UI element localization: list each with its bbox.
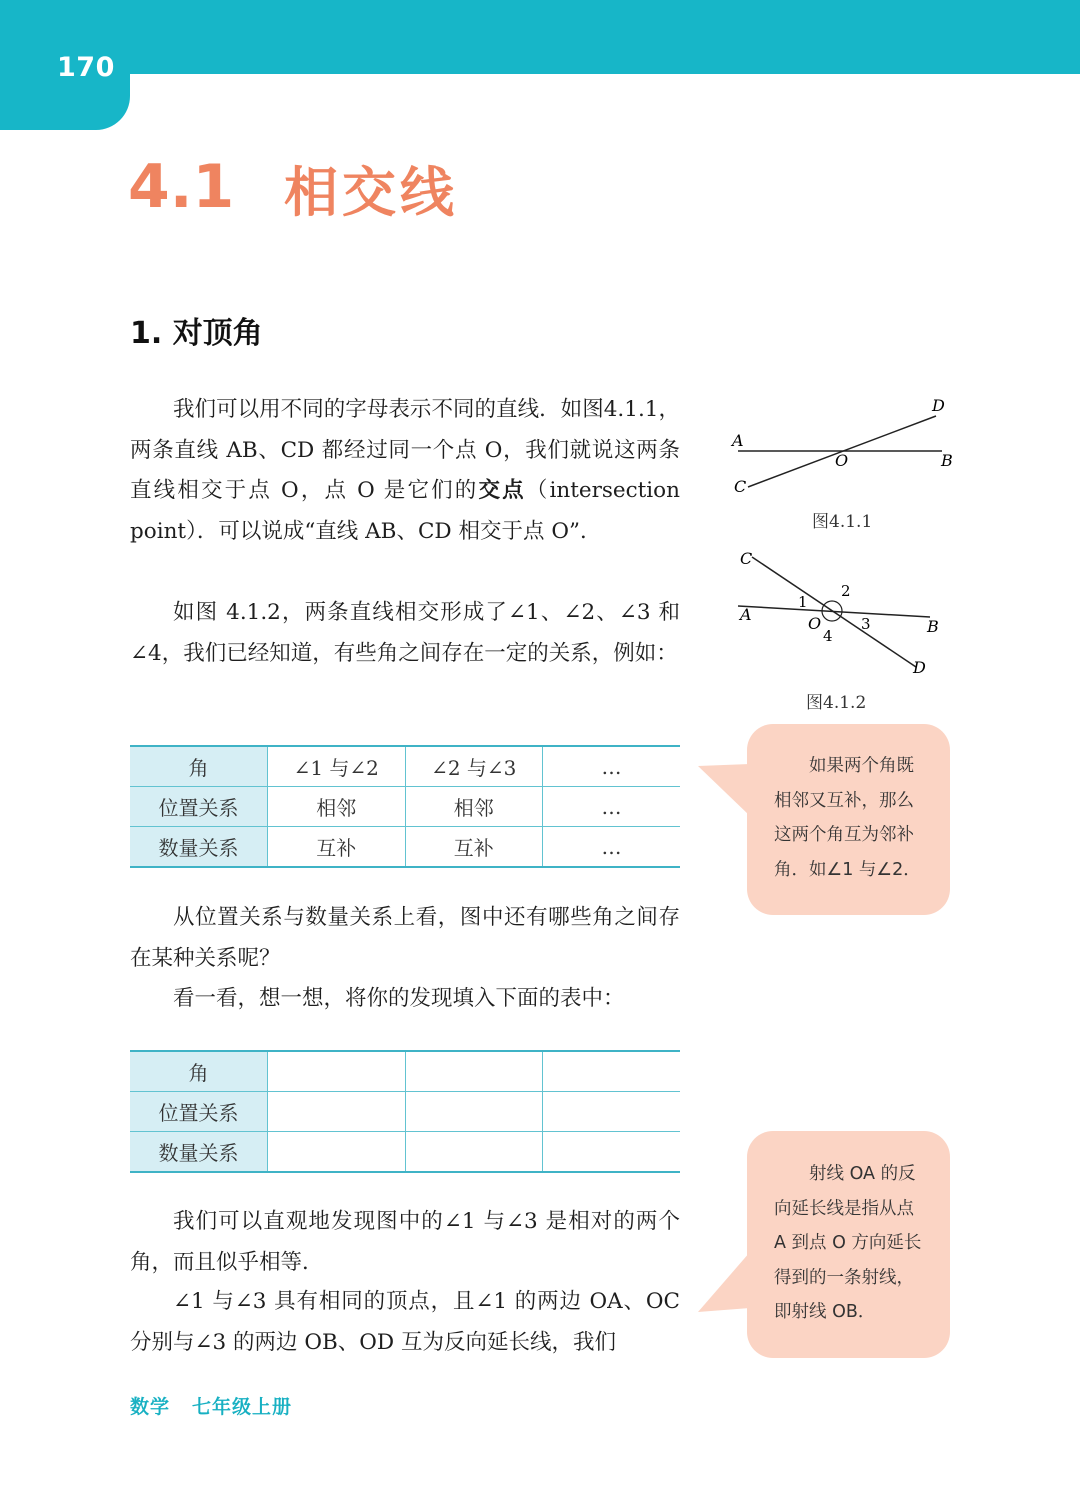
figure-4-1-1 — [720, 390, 970, 500]
figure-caption: 图4.1.2 — [806, 693, 867, 713]
tip-bubble-adjacent-supplementary — [747, 724, 950, 915]
subsection-title: 1. 对顶角 — [130, 316, 263, 351]
table-cell: 数量关系 — [130, 1132, 268, 1173]
page-number: 170 — [57, 52, 115, 83]
table-cell: 相邻 — [405, 787, 543, 827]
paragraph-observation: 我们可以直观地发现图中的∠1 与∠3 是相对的两个角，而且似乎相等． — [130, 1209, 680, 1275]
fill-in-table — [130, 1050, 680, 1173]
tip-bubble-ray-extension — [747, 1131, 950, 1358]
table-cell-blank[interactable] — [405, 1132, 543, 1173]
table-cell-blank[interactable] — [543, 1051, 681, 1092]
tip-line: 如果两个角既 — [809, 756, 914, 776]
tip-line: 向延长线是指从点 — [774, 1198, 914, 1219]
angle-label-4: 4 — [823, 627, 833, 645]
label-a: A — [740, 605, 752, 624]
label-b: B — [941, 451, 953, 470]
table-cell: … — [543, 787, 681, 827]
table-cell: 互补 — [268, 827, 406, 868]
tip-text — [774, 749, 934, 887]
line-cd — [752, 557, 916, 667]
table-cell-blank[interactable] — [405, 1092, 543, 1132]
key-term-intersection: 交点 — [478, 478, 526, 503]
table-cell-blank[interactable] — [543, 1132, 681, 1173]
tip-line: 相邻又互补，那么 — [774, 790, 914, 811]
table-cell: 角 — [130, 746, 268, 787]
table-cell-blank[interactable] — [268, 1092, 406, 1132]
paragraph-intro — [130, 390, 680, 552]
table-cell: 数量关系 — [130, 827, 268, 868]
table-cell: ∠1 与∠2 — [268, 746, 406, 787]
label-o: O — [808, 614, 822, 633]
paragraph-instruction: 看一看，想一想，将你的发现填入下面的表中： — [173, 986, 625, 1011]
angle-label-2: 2 — [841, 582, 851, 600]
table-cell: 位置关系 — [130, 787, 268, 827]
label-d: D — [913, 658, 926, 677]
label-c: C — [740, 549, 753, 568]
table-cell: 位置关系 — [130, 1092, 268, 1132]
table-cell-blank[interactable] — [268, 1132, 406, 1173]
paragraph-angles: 如图 4.1.2，两条直线相交形成了∠1、∠2、∠3 和∠4，我们已经知道，有些角之间存在一定的关系，例如： — [130, 600, 680, 666]
paragraph-text: （intersection point）．可以说成“直线 AB、CD 相交于点 O”． — [130, 478, 680, 544]
tip-line: A 到点 O 方向延长 — [774, 1233, 922, 1253]
tip-line: 这两个角互为邻补 — [774, 825, 914, 845]
figure-4-1-2 — [720, 540, 970, 680]
angle-relation-table — [130, 745, 680, 868]
table-cell: ∠2 与∠3 — [405, 746, 543, 787]
label-b: B — [927, 617, 939, 636]
section-number: 4.1 — [128, 152, 235, 222]
paragraph-text: 我们可以用不同的字母表示不同的直线．如图4.1.1，两条直线 AB、CD 都经过同一个点 O，我们就说这两条直线相交于点 O，点 O 是它们的 — [130, 397, 680, 503]
label-a: A — [732, 431, 744, 450]
figure-caption: 图4.1.1 — [812, 512, 873, 532]
tip-line: 射线 OA 的反 — [809, 1164, 916, 1184]
table-cell: … — [543, 746, 681, 787]
tip-line: 得到的一条射线， — [774, 1267, 914, 1288]
footer — [130, 1392, 314, 1419]
table-cell: 角 — [130, 1051, 268, 1092]
table-row — [130, 1132, 680, 1173]
header-band — [0, 0, 1080, 74]
footer-grade: 七年级上册 — [192, 1396, 293, 1418]
table-cell-blank[interactable] — [268, 1051, 406, 1092]
paragraph-question: 从位置关系与数量关系上看，图中还有哪些角之间存在某种关系呢？ — [130, 905, 680, 971]
label-c: C — [734, 477, 747, 496]
footer-subject: 数学 — [130, 1396, 171, 1418]
tip-text — [774, 1157, 934, 1330]
table-row — [130, 827, 680, 868]
paragraph-explanation: ∠1 与∠3 具有相同的顶点，且∠1 的两边 OA、OC 分别与∠3 的两边 OB、OD 互为反向延长线，我们 — [130, 1289, 680, 1355]
tip-line: 角．如∠1 与∠2． — [774, 859, 921, 880]
section-title: 相交线 — [284, 161, 458, 224]
angle-label-1: 1 — [798, 593, 808, 611]
table-cell: … — [543, 827, 681, 868]
table-row — [130, 746, 680, 787]
table-row — [130, 1051, 680, 1092]
table-cell: 相邻 — [268, 787, 406, 827]
table-cell-blank[interactable] — [405, 1051, 543, 1092]
angle-label-3: 3 — [861, 615, 871, 633]
label-o: O — [835, 451, 849, 470]
label-d: D — [932, 396, 945, 415]
tip-line: 即射线 OB． — [774, 1302, 876, 1322]
table-cell-blank[interactable] — [543, 1092, 681, 1132]
table-row — [130, 787, 680, 827]
table-row — [130, 1092, 680, 1132]
table-cell: 互补 — [405, 827, 543, 868]
